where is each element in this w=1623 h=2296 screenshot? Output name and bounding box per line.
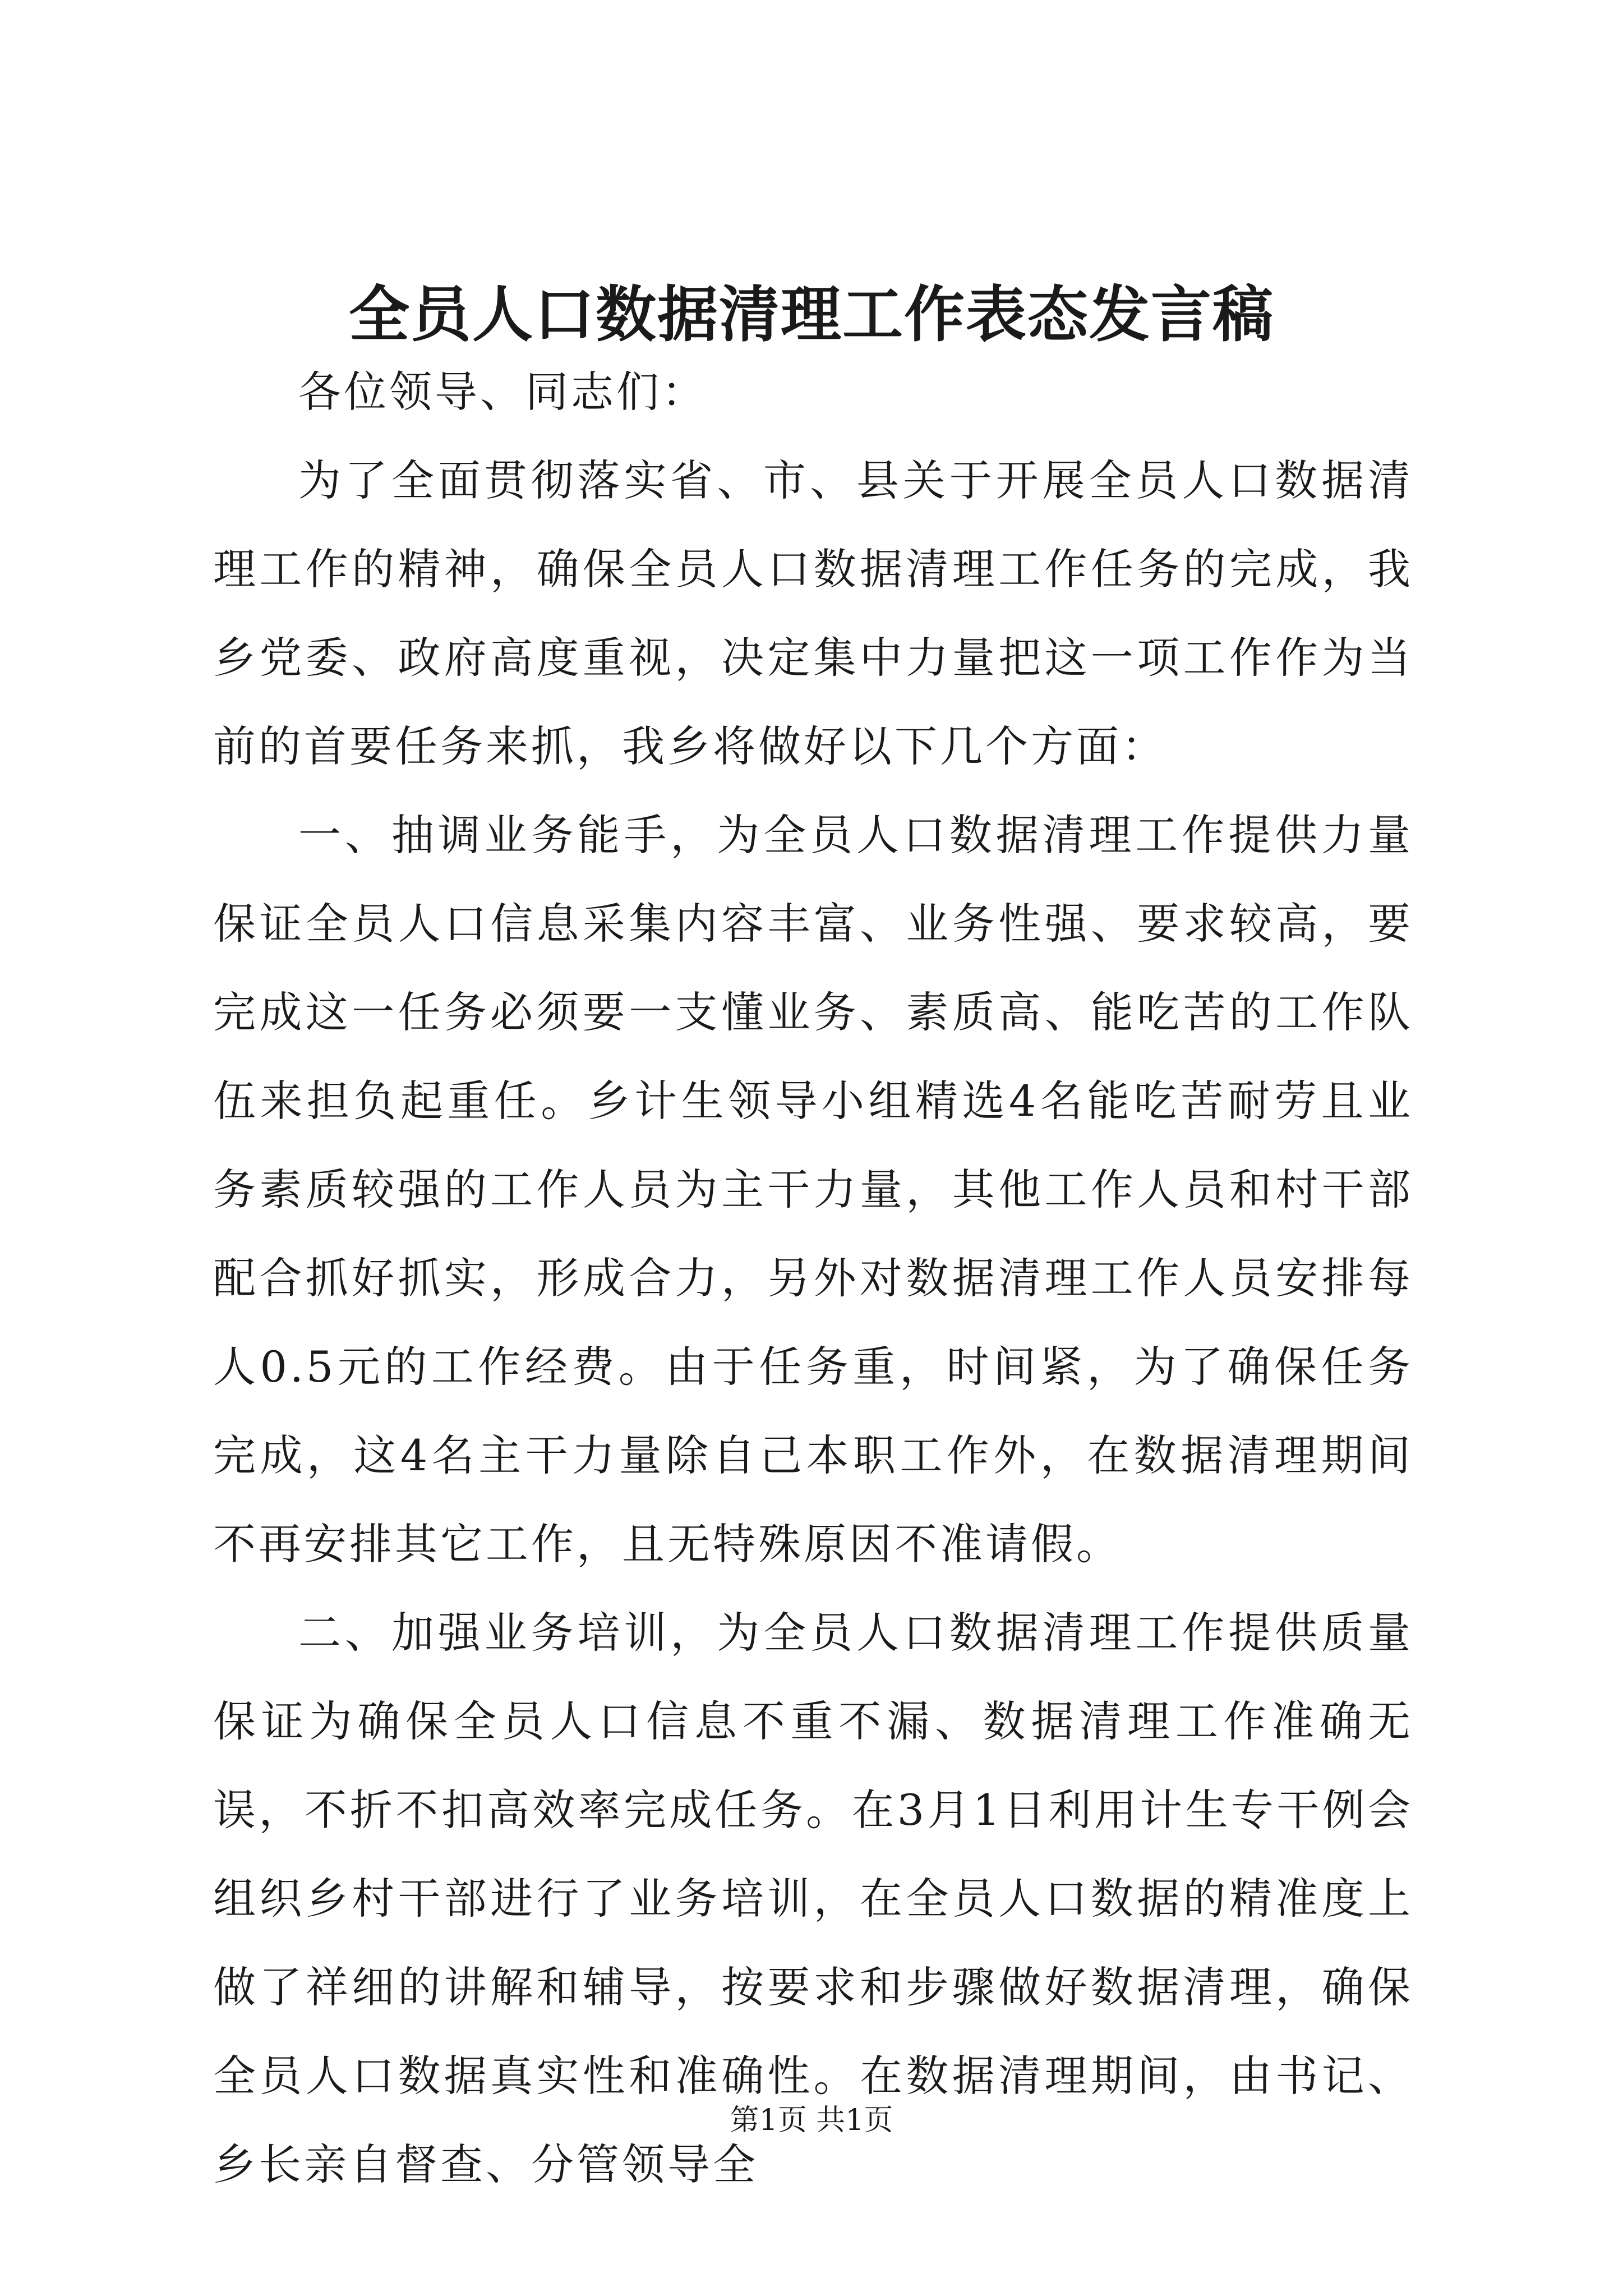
document-body: [213, 348, 1413, 2209]
intro-paragraph: 为了全面贯彻落实省、市、县关于开展全员人口数据清理工作的精神，确保全员人口数据清理工作任务的完成，我乡党委、政府高度重视，决定集中力量把这一项工作作为当前的首要任务来抓，我乡将做好以下几个方面：: [213, 455, 1413, 771]
section-one-paragraph: 一、抽调业务能手，为全员人口数据清理工作提供力量保证全员人口信息采集内容丰富、业务性强、要求较高，要完成这一任务必须要一支懂业务、素质高、能吃苦的工作队伍来担负起重任。乡计生领导小组精选4名能吃苦耐劳且业务素质较强的工作人员为主干力量，其他工作人员和村干部配合抓好抓实，形成合力，另外对数据清理工作人员安排每人0.5元的工作经费。由于任务重，时间紧，为了确保任务完成，这4名主干力量除自己本职工作外，在数据清理期间不再安排其它工作，且无特殊原因不准请假。: [213, 810, 1413, 1569]
salutation-paragraph: 各位领导、同志们：: [298, 367, 707, 417]
document-title: 全员人口数据清理工作表态发言稿: [348, 279, 1274, 350]
section-two-paragraph: 二、加强业务培训，为全员人口数据清理工作提供质量保证为确保全员人口信息不重不漏、数据清理工作准确无误，不折不扣高效率完成任务。在3月1日利用计生专干例会组织乡村干部进行了业务培训，在全员人口数据的精准度上做了祥细的讲解和辅导，按要求和步骤做好数据清理，确保全员人口数据真实性和准确性。在数据清理期间，由书记、乡长亲自督查、分管领导全: [213, 1608, 1413, 2189]
page-footer: 第1页 共1页: [730, 2104, 893, 2137]
